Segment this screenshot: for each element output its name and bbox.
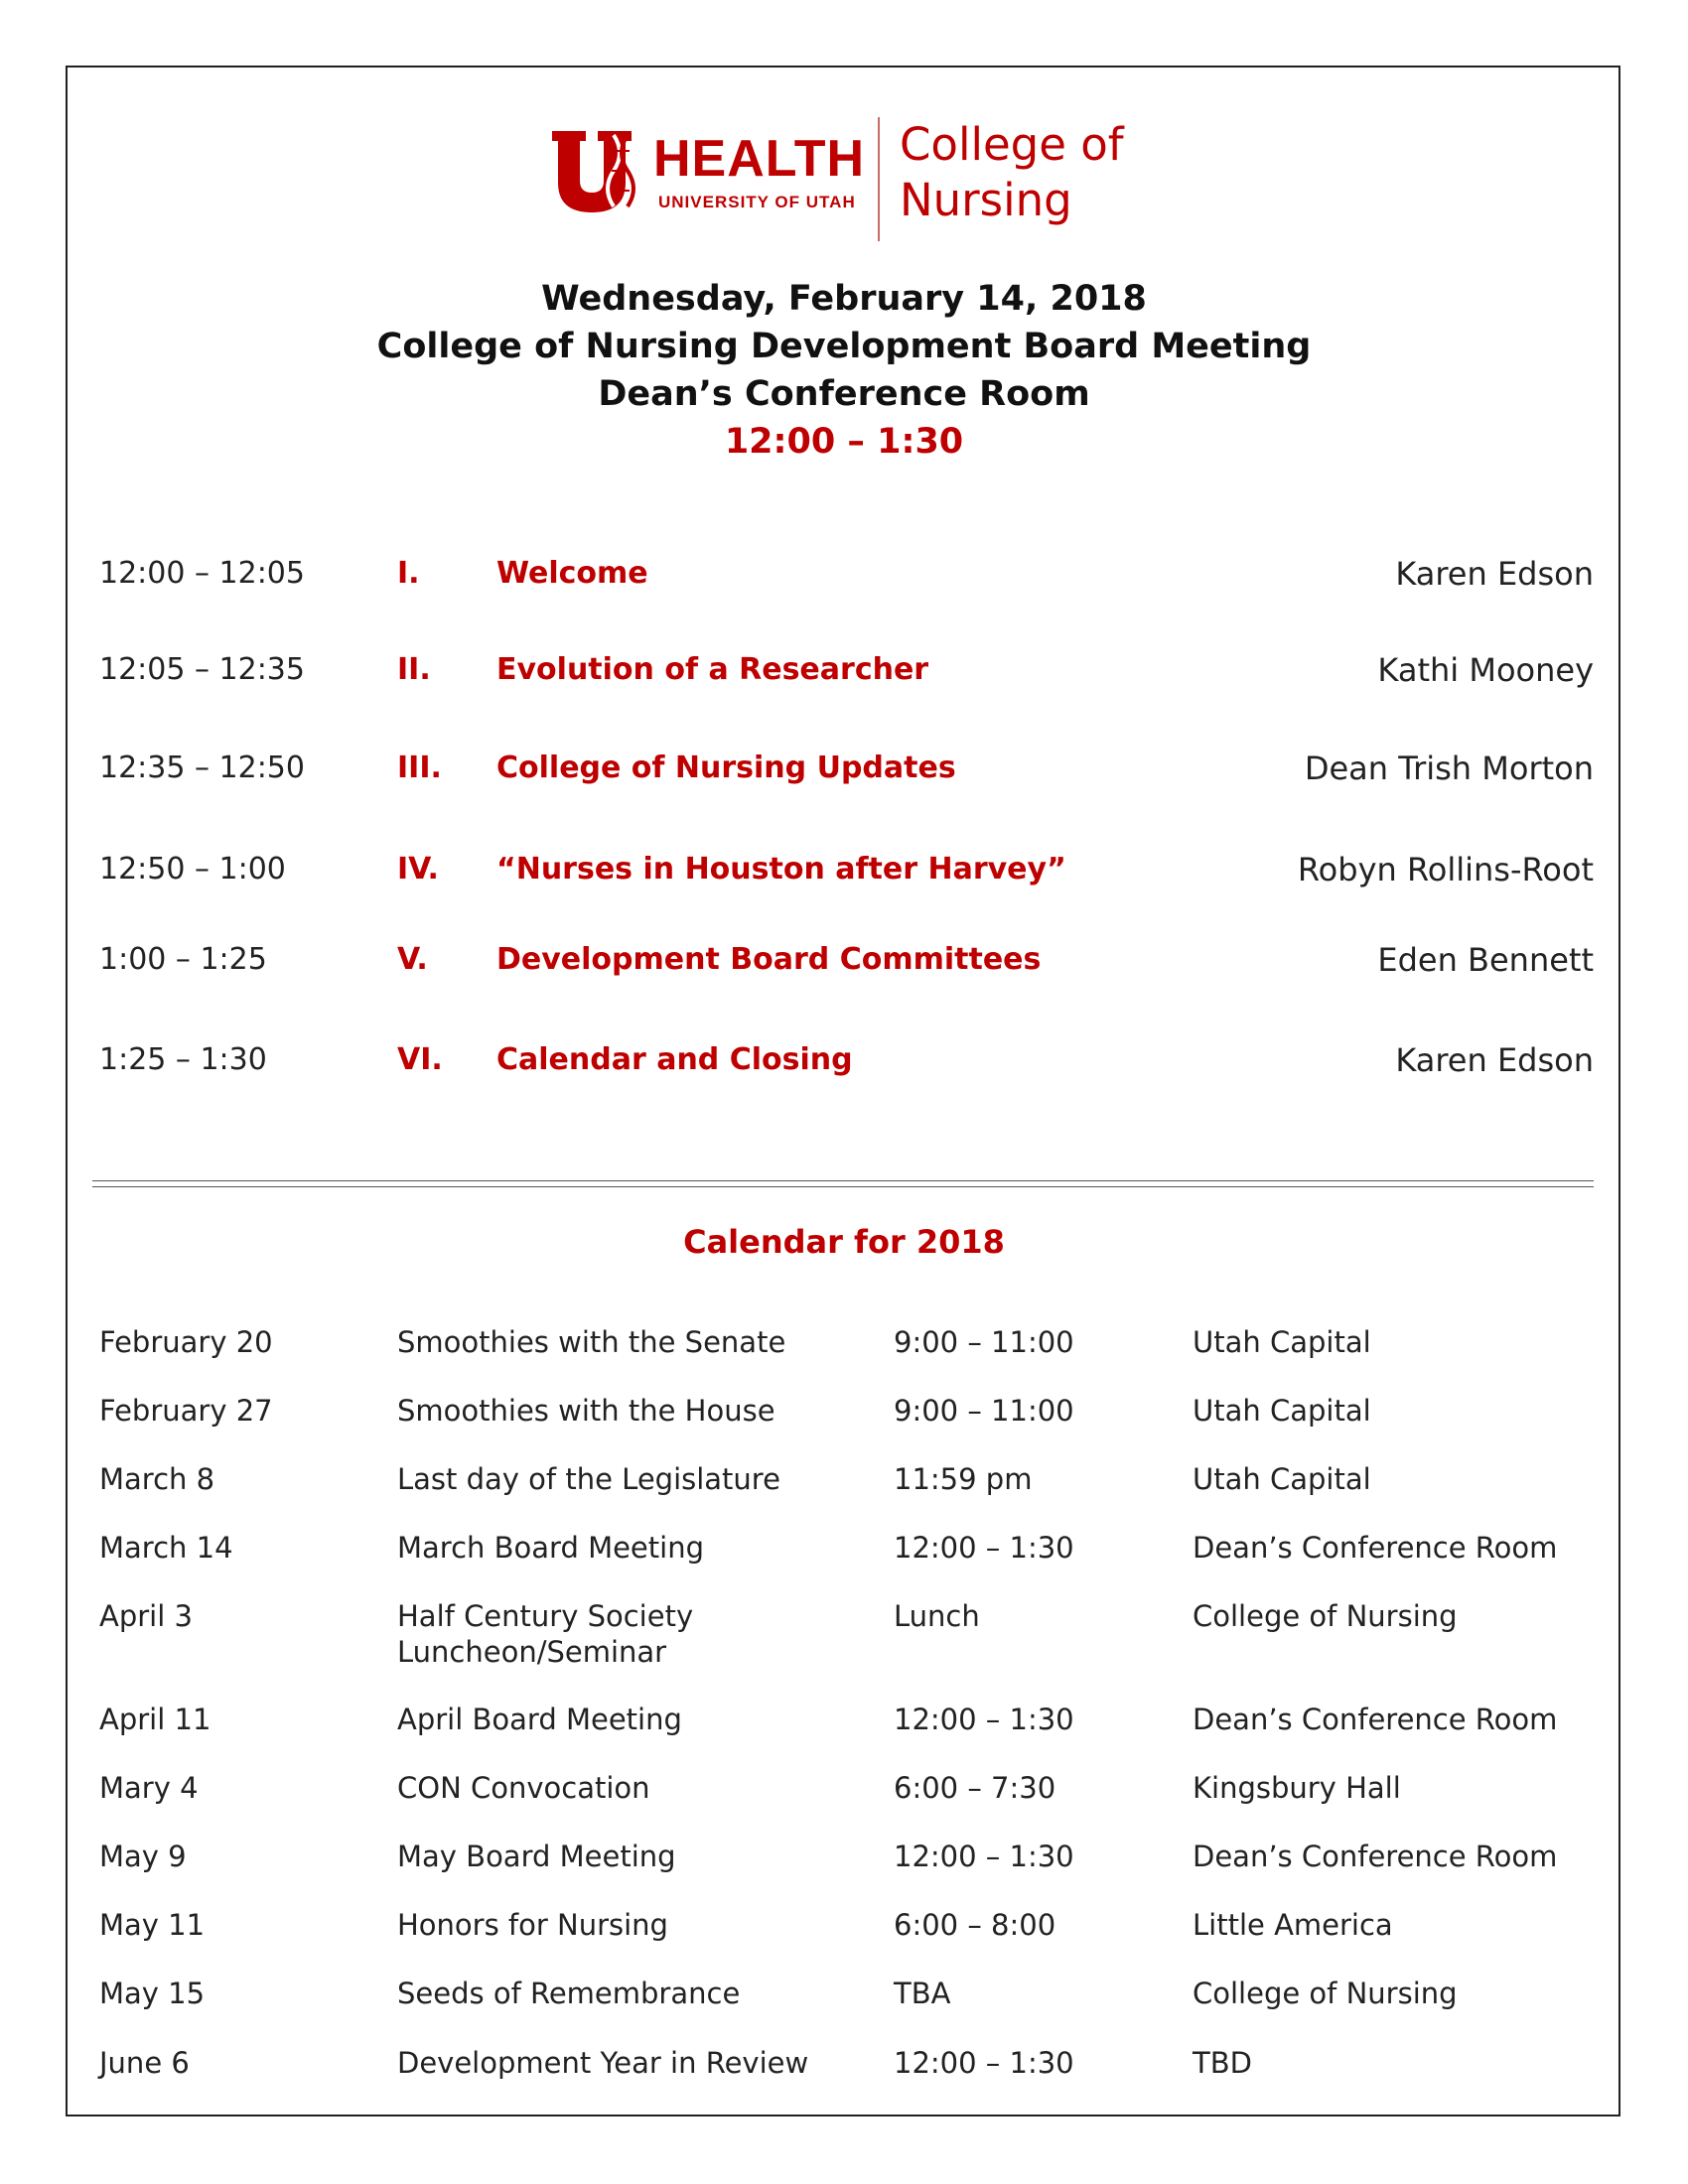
- calendar-event: Development Year in Review: [397, 2046, 809, 2080]
- section-divider: [92, 1186, 1594, 1187]
- calendar-event: May Board Meeting: [397, 1840, 676, 1873]
- calendar-date: February 20: [99, 1325, 273, 1359]
- logo-college-line1: College of: [900, 118, 1124, 171]
- calendar-time: 6:00 – 8:00: [894, 1908, 1056, 1942]
- calendar-date: Mary 4: [99, 1771, 199, 1805]
- calendar-location: Utah Capital: [1193, 1462, 1371, 1496]
- calendar-location: Utah Capital: [1193, 1394, 1371, 1428]
- calendar-time: Lunch: [894, 1599, 980, 1633]
- calendar-date: June 6: [99, 2046, 190, 2080]
- calendar-date: March 8: [99, 1462, 215, 1496]
- calendar-location: Dean’s Conference Room: [1193, 1703, 1558, 1736]
- agenda-item: [0, 645, 1688, 695]
- agenda-presenter: Karen Edson: [1395, 1041, 1594, 1079]
- agenda-title: Calendar and Closing: [496, 1042, 853, 1077]
- meeting-date: Wednesday, February 14, 2018: [541, 279, 1147, 319]
- agenda-time: 12:05 – 12:35: [99, 652, 305, 687]
- calendar-event: Half Century Society Luncheon/Seminar: [397, 1599, 694, 1669]
- section-divider: [92, 1180, 1594, 1181]
- calendar-event: March Board Meeting: [397, 1531, 704, 1565]
- calendar-time: 12:00 – 1:30: [894, 1703, 1074, 1736]
- agenda-title: Development Board Committees: [496, 942, 1042, 977]
- calendar-date: May 15: [99, 1977, 206, 2010]
- agenda-time: 12:50 – 1:00: [99, 852, 286, 887]
- calendar-time: 9:00 – 11:00: [894, 1325, 1074, 1359]
- calendar-event: April Board Meeting: [397, 1703, 682, 1736]
- calendar-event: Honors for Nursing: [397, 1908, 668, 1942]
- agenda-item: [0, 935, 1688, 985]
- agenda-number: V.: [397, 942, 428, 977]
- calendar-time: 12:00 – 1:30: [894, 1840, 1074, 1873]
- block-u-logo-icon: [552, 131, 641, 212]
- agenda-number: III.: [397, 751, 442, 785]
- agenda-presenter: Karen Edson: [1395, 555, 1594, 593]
- calendar-location: College of Nursing: [1193, 1599, 1458, 1633]
- calendar-time: TBA: [894, 1977, 951, 2010]
- calendar-event: Smoothies with the Senate: [397, 1325, 786, 1359]
- calendar-location: Utah Capital: [1193, 1325, 1371, 1359]
- agenda-item: [0, 744, 1688, 793]
- agenda-number: VI.: [397, 1042, 443, 1077]
- calendar-time: 11:59 pm: [894, 1462, 1033, 1496]
- calendar-event: Seeds of Remembrance: [397, 1977, 741, 2010]
- calendar-location: College of Nursing: [1193, 1977, 1458, 2010]
- calendar-location: Kingsbury Hall: [1193, 1771, 1401, 1805]
- agenda-time: 12:00 – 12:05: [99, 556, 305, 591]
- meeting-location: Dean’s Conference Room: [598, 374, 1090, 414]
- agenda-title: Evolution of a Researcher: [496, 652, 929, 687]
- calendar-time: 6:00 – 7:30: [894, 1771, 1056, 1805]
- agenda-title: College of Nursing Updates: [496, 751, 956, 785]
- calendar-date: March 14: [99, 1531, 233, 1565]
- calendar-location: TBD: [1193, 2046, 1252, 2080]
- calendar-date: April 11: [99, 1703, 211, 1736]
- calendar-location: Dean’s Conference Room: [1193, 1531, 1558, 1565]
- logo-university-text: UNIVERSITY OF UTAH: [658, 193, 856, 211]
- calendar-event: CON Convocation: [397, 1771, 650, 1805]
- calendar-date: May 11: [99, 1908, 206, 1942]
- calendar-event: Smoothies with the House: [397, 1394, 775, 1428]
- agenda-title: Welcome: [496, 556, 648, 591]
- meeting-title: College of Nursing Development Board Meeting: [376, 327, 1312, 366]
- agenda-presenter: Eden Bennett: [1377, 941, 1594, 979]
- agenda-time: 1:25 – 1:30: [99, 1042, 267, 1077]
- calendar-time: 12:00 – 1:30: [894, 2046, 1074, 2080]
- agenda-number: I.: [397, 556, 420, 591]
- agenda-presenter: Robyn Rollins-Root: [1297, 851, 1594, 888]
- agenda-number: II.: [397, 652, 431, 687]
- calendar-location: Dean’s Conference Room: [1193, 1840, 1558, 1873]
- calendar-date: April 3: [99, 1599, 193, 1633]
- agenda-presenter: Kathi Mooney: [1377, 651, 1594, 689]
- calendar-time: 12:00 – 1:30: [894, 1531, 1074, 1565]
- agenda-number: IV.: [397, 852, 439, 887]
- calendar-date: May 9: [99, 1840, 187, 1873]
- calendar-time: 9:00 – 11:00: [894, 1394, 1074, 1428]
- calendar-event: Last day of the Legislature: [397, 1462, 780, 1496]
- calendar-date: February 27: [99, 1394, 273, 1428]
- meeting-header: [0, 275, 1688, 466]
- logo-college-text: [900, 117, 1158, 228]
- agenda-item: [0, 845, 1688, 894]
- agenda-item: [0, 1035, 1688, 1085]
- calendar-location: Little America: [1193, 1908, 1393, 1942]
- logo-college-line2: Nursing: [900, 174, 1072, 226]
- agenda-item: [0, 549, 1688, 599]
- meeting-time: 12:00 – 1:30: [724, 422, 964, 462]
- agenda-time: 1:00 – 1:25: [99, 942, 267, 977]
- agenda-time: 12:35 – 12:50: [99, 751, 305, 785]
- calendar-title: Calendar for 2018: [683, 1223, 1005, 1261]
- logo-health-text: HEALTH: [653, 130, 866, 188]
- logo-divider: [878, 117, 880, 241]
- agenda-presenter: Dean Trish Morton: [1304, 750, 1594, 787]
- agenda-title: “Nurses in Houston after Harvey”: [496, 852, 1066, 887]
